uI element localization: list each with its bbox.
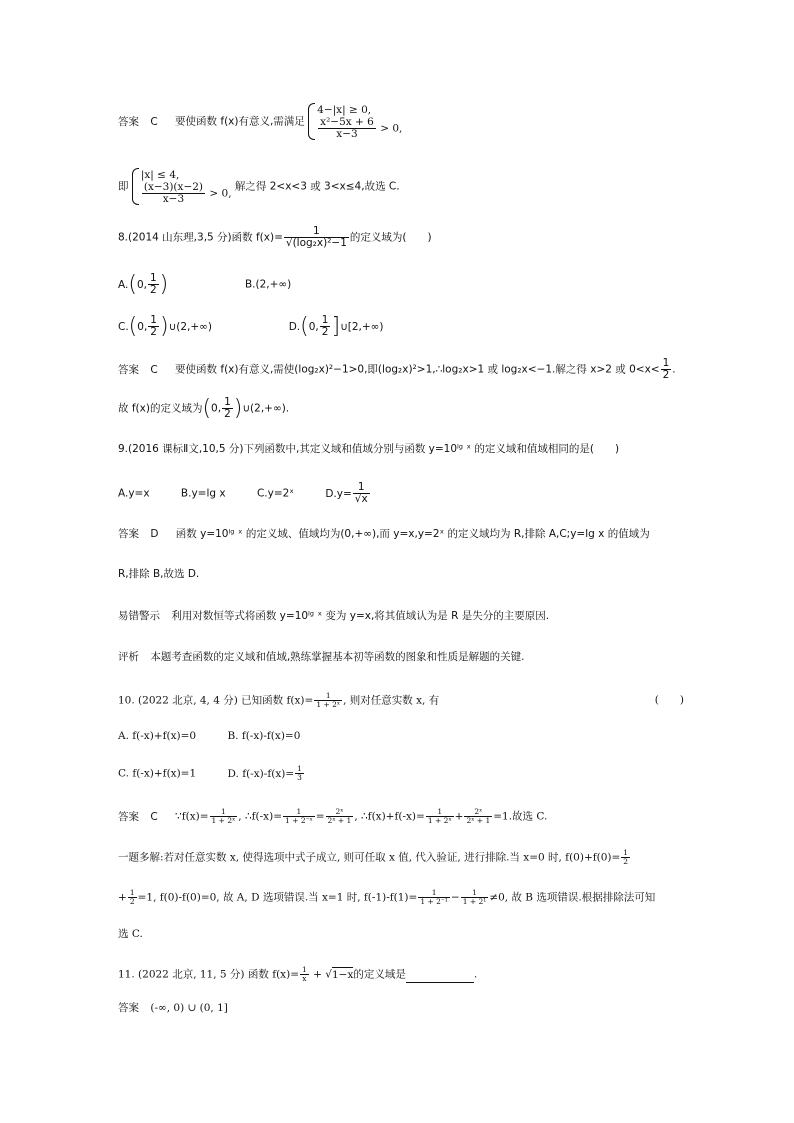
q8-option-b: B.(2,+∞) [244,278,292,291]
q7-answer-line1 [118,103,684,140]
q10-option-d: D. f(-x)-f(x)= $\frac{1}{3}$ [227,764,302,782]
fraction: $\frac{\text{2ˣ}}{\text{2ˣ + 1}}$ [466,807,491,825]
fraction: $\frac{1}{\text{1 + 2ˣ}}$ [211,807,236,825]
q8-answer-line2: 故 f(x)的定义域为(0, $\frac{1}{2}$ )∪(2,+∞). [118,395,290,421]
q7-answer-line2: 即 |x| ≤ 4, $\frac{(x-3)(x-2)}{x-3}$ > 0, 解之得 2<x<3 或 3<x≤4,故选 C. [118,169,400,205]
fraction: $\frac{1}{\text{1 + 2ˣ}}$ [316,691,341,709]
answer-label: 答案 [118,810,139,823]
q7-cond2: $\frac{\text{x²−5x + 6}}{x-3}$ > 0, [320,116,403,140]
q9-analysis: 评析 本题考查函数的定义域和值域,熟练掌握基本初等函数的图象和性质是解题的关键. [118,651,525,663]
brace-icon [132,168,139,205]
q11-answer: 答案 (-∞, 0) ∪ (0, 1] [118,1002,228,1014]
answer-label: 答案 [118,115,139,128]
fraction: $\frac{1}{2}$ [129,888,135,906]
fraction: $\frac{(x-3)(x-2)}{x-3}$ [143,181,204,205]
q8-answer-line1: 答案 C 要使函数 f(x)有意义,需使(log₂x)²−1>0,即(log₂x)²>1,∴log₂x>1 或 log₂x<−1.解之得 x>2 或 0<x< $\frac{1}{2}$ . [118,357,676,381]
q7-intro: 要使函数 f(x)有意义,需满足 [175,115,305,128]
answer-label: 答案 [118,363,139,376]
answer-letter: C [150,810,158,823]
sqrt-icon: √ [325,968,332,981]
q10-alt-solution-line3: 选 C. [118,928,143,940]
q7-conclusion: 解之得 2<x<3 或 3<x≤4,故选 C. [234,180,400,193]
brace-icon [308,103,315,140]
fraction: $\frac{\text{x²−5x + 6}}{x-3}$ [320,116,374,140]
q9-pitfall: 易错警示 利用对数恒等式将函数 y=10ˡᵍ ˣ 变为 y=x,将其值域认为是 R 是失分的主要原因. [118,610,550,622]
q9-options [118,482,684,505]
q7-cond3: |x| ≤ 4, [140,169,180,181]
q8-options-cd [118,315,684,338]
q10-options-ab [118,728,684,744]
q9-answer-line1: 答案 D 函数 y=10ˡᵍ ˣ 的定义域、值域均为(0,+∞),而 y=x,y=2ˣ 的定义域均为 R,排除 A,C;y=lg x 的值域为 [118,528,650,540]
pitfall-label: 易错警示 [118,610,160,622]
q10-alt-solution-line2: + $\frac{1}{2}$ =1, f(0)-f(0)=0, 故 A, D 选项错误.当 x=1 时, f(-1)-f(1)= $\frac{1}{\text{1 + 2⁻¹}}$ − $\frac{1}{\text{1 + 2¹}}$ ≠0, 故 B 选项错误.根据排除法可知 [118,888,656,906]
fraction: $\frac{1}{2}$ [149,272,157,296]
q10-option-a: A. f(-x)+f(x)=0 [118,730,197,742]
fraction: $\frac{1}{\text{√(log₂x)²−1}}$ [285,225,347,249]
answer-blank [406,972,474,983]
fraction: $\frac{1}{\text{1 + 2ˣ}}$ [427,807,452,825]
q10-answer: 答案 C ∵f(x)= $\frac{1}{\text{1 + 2ˣ}}$ , ∴f(-x)= $\frac{1}{\text{1 + 2⁻ˣ}}$ = $\frac{\text{2ˣ}}{\text{2ˣ + 1}}$ , ∴f(x)+f(-x)= $\frac{1}{\text{1 + 2ˣ}}$ + $\frac{\text{2ˣ}}{\text{2ˣ + 1}}$ =1.故选 C. [118,807,548,825]
q10-option-b: B. f(-x)-f(x)=0 [227,730,301,742]
fraction: $\frac{1}{\text{1 + 2⁻¹}}$ [420,888,448,906]
q10-answer-paren: ( ) [654,694,684,706]
fraction: $\frac{1}{2}$ [623,848,629,866]
answer-letter: C [150,363,158,376]
q9-stem: 9.(2016 课标Ⅱ文,10,5 分)下列函数中,其定义域和值域分别与函数 y=10ˡᵍ ˣ 的定义域和值域相同的是( ) [118,443,620,455]
q7-cond1: 4−|x| ≥ 0, [317,104,372,116]
q7-condition-system [308,103,402,140]
fraction: $\frac{1}{2}$ [224,396,231,420]
fraction: $\frac{1}{√x}$ [354,481,368,505]
answer-label: 答案 [118,528,139,540]
q9-option-c: C.y=2ˣ [256,487,294,500]
q8-stem: 8.(2014 山东理,3,5 分)函数 f(x)= $\frac{1}{\text{√(log₂x)²−1}}$ 的定义域为( ) [118,225,432,249]
q8-option-d: D.(0, $\frac{1}{2}$ ]∪[2,+∞) [288,313,384,339]
q8-options-ab [118,273,684,296]
fraction: $\frac{1}{3}$ [297,764,302,782]
answer-letter: C [150,115,158,128]
q9-option-b: B.y=lg x [180,487,226,500]
q8-option-c: C.(0, $\frac{1}{2}$ )∪(2,+∞) [118,313,213,339]
q7-cond4: $\frac{(x-3)(x-2)}{x-3}$ > 0, [143,181,232,205]
q11-stem: 11. (2022 北京, 11, 5 分) 函数 f(x)= $\frac{1}{x}$ + √1−x的定义域是 . [118,965,478,983]
fraction: $\frac{1}{2}$ [662,357,670,381]
q7-condition-system-2 [132,168,232,205]
q10-stem: 10. (2022 北京, 4, 4 分) 已知函数 f(x)= $\frac{1}{\text{1 + 2ˣ}}$ , 则对任意实数 x, 有 ( ) [118,691,684,709]
q9-option-a: A.y=x [118,487,150,500]
q9-option-d: D.y= $\frac{1}{√x}$ [325,481,368,505]
q10-option-c: C. f(-x)+f(x)=1 [118,767,197,780]
answer-label: 答案 [118,1002,139,1014]
q8-option-a: A.(0, $\frac{1}{2}$ ) [118,271,169,297]
q10-alt-solution-line1: 一题多解:若对任意实数 x, 使得选项中式子成立, 则可任取 x 值, 代入验证, 进行排除.当 x=0 时, f(0)+f(0)= $\frac{1}{2}$ [118,848,629,866]
fraction: $\frac{1}{x}$ [302,965,307,983]
alt-solution-label: 一题多解 [118,851,160,864]
fraction: $\frac{1}{2}$ [150,314,157,338]
fraction: $\frac{1}{\text{1 + 2⁻ˣ}}$ [285,807,313,825]
fraction: $\frac{1}{\text{1 + 2¹}}$ [462,888,487,906]
q10-options-cd [118,765,684,782]
fraction: $\frac{1}{2}$ [321,314,329,338]
answer-letter: D [150,528,159,540]
fraction: $\frac{\text{2ˣ}}{\text{2ˣ + 1}}$ [327,807,352,825]
q9-answer-line2: R,排除 B,故选 D. [118,568,200,580]
analysis-label: 评析 [118,651,139,663]
